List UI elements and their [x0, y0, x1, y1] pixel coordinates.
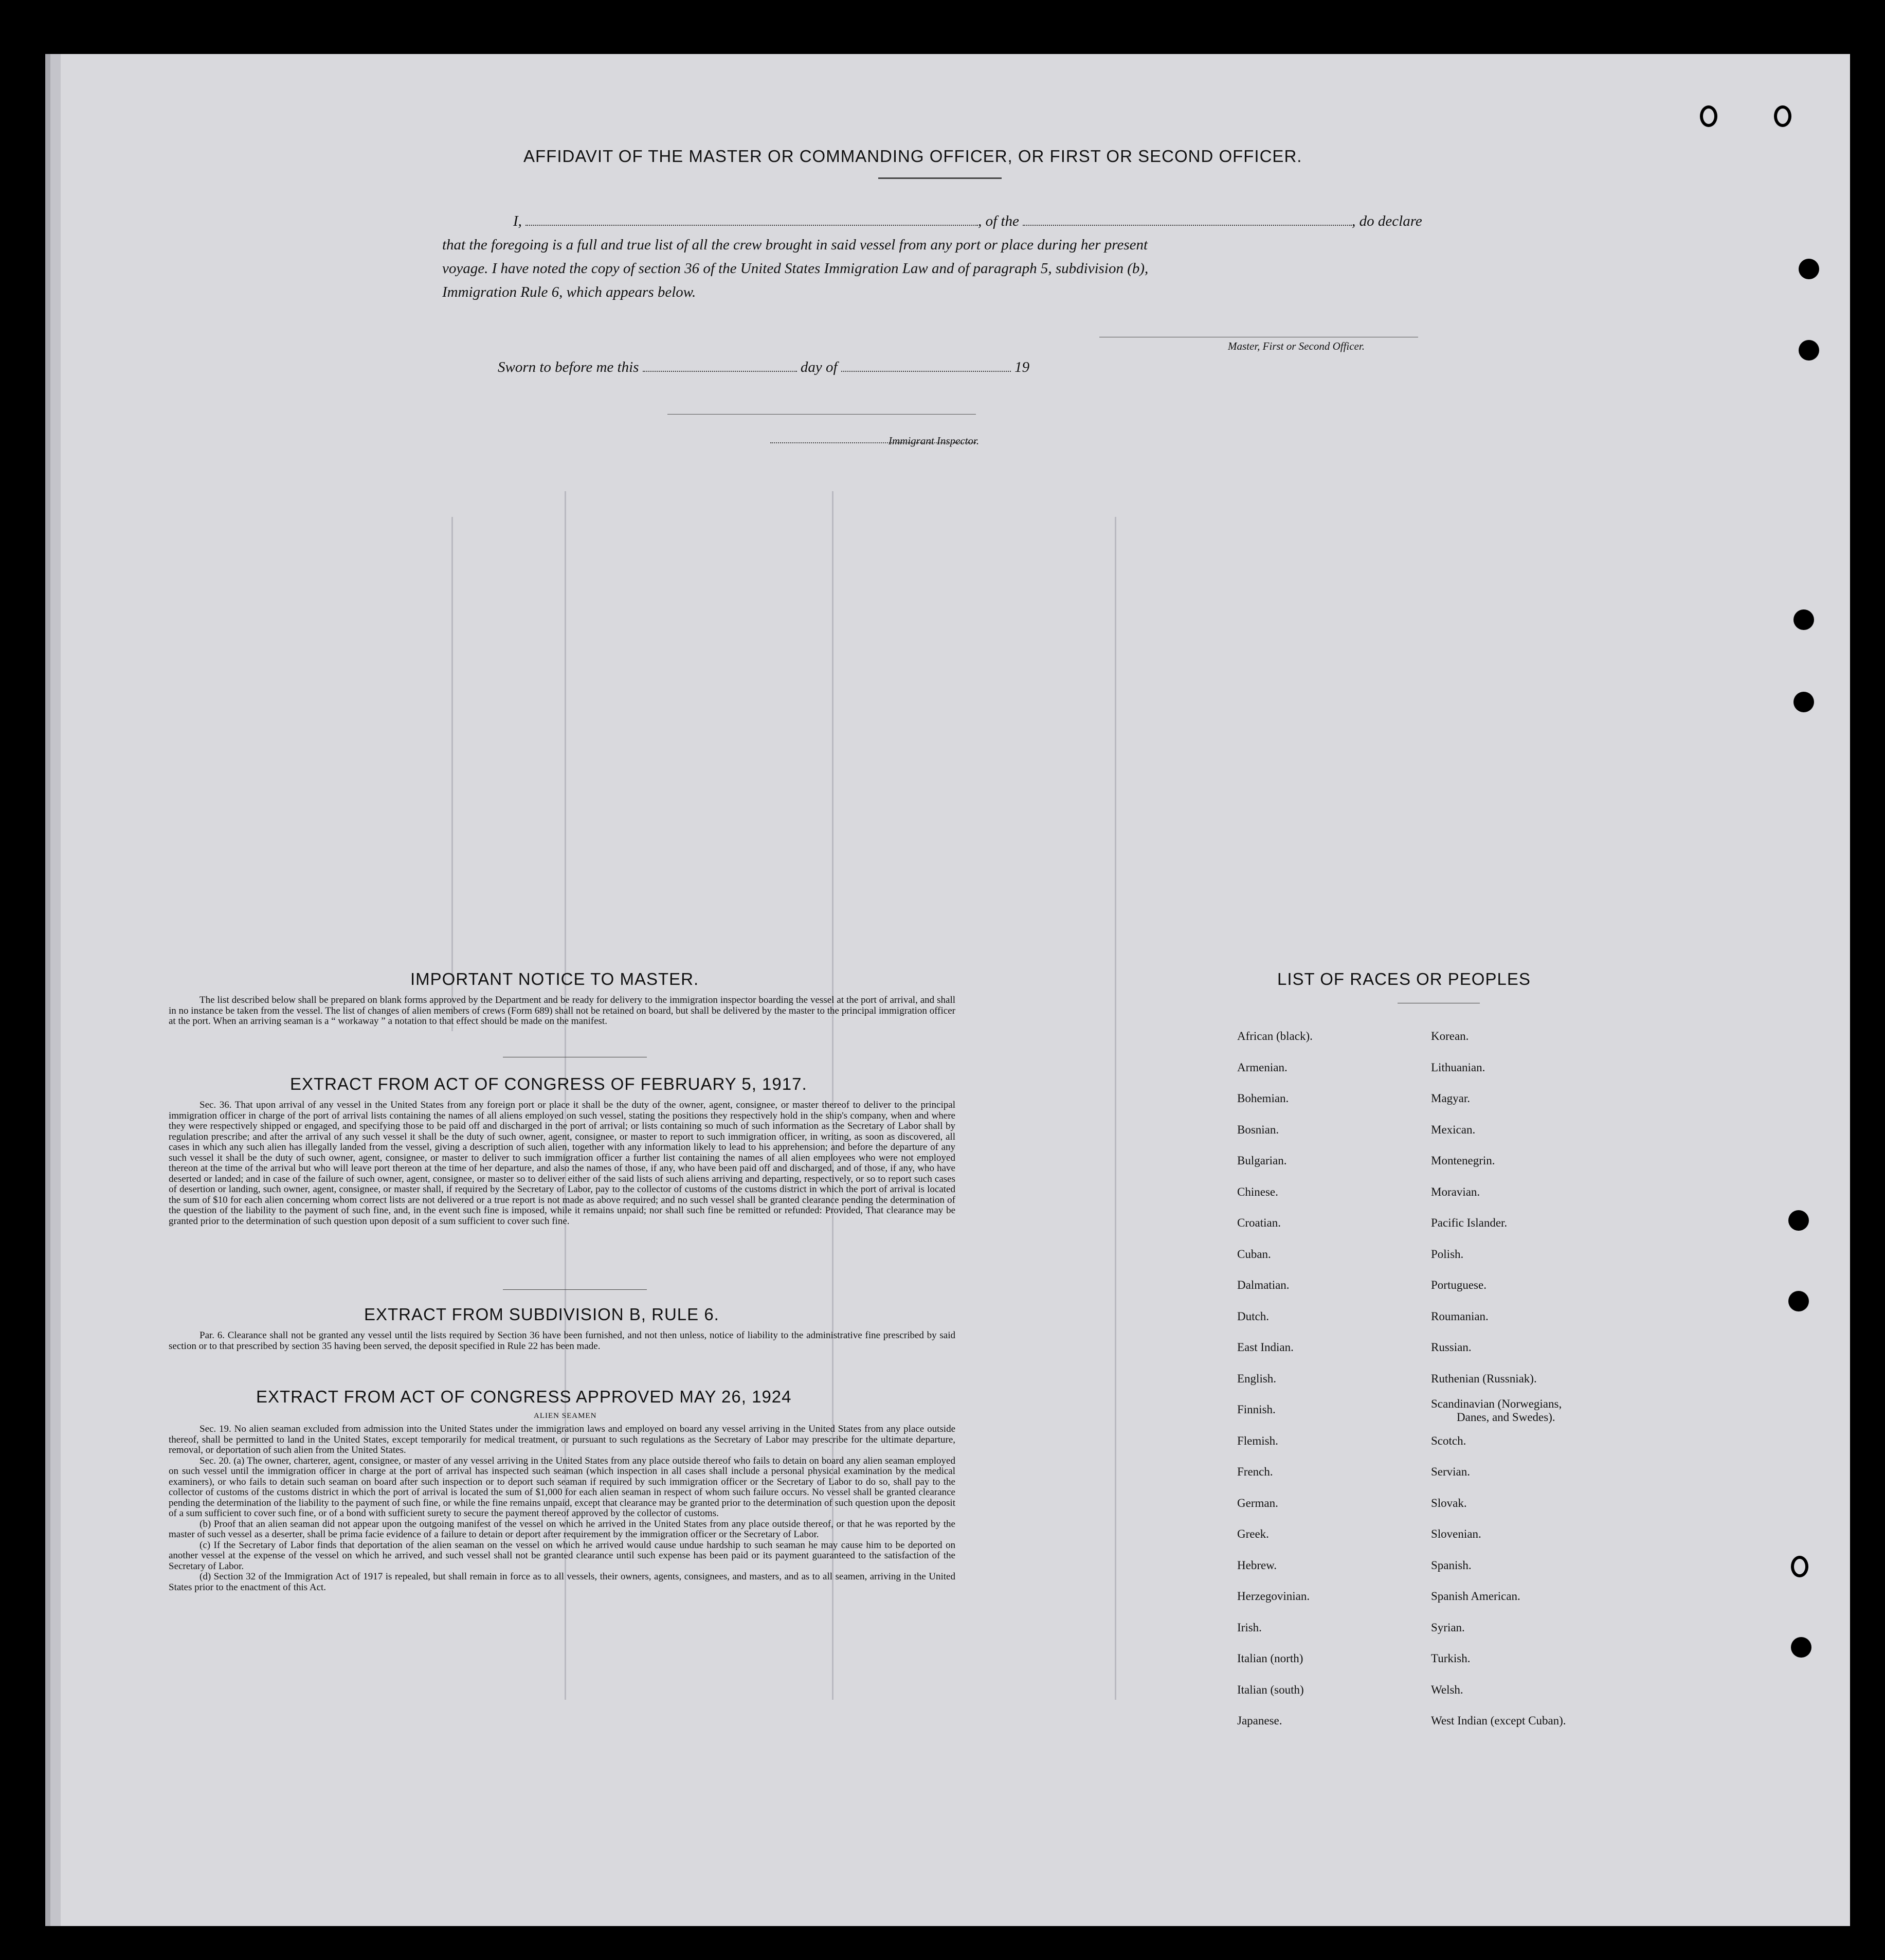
race-item: Herzegovinian. [1237, 1590, 1310, 1603]
declare-text: , do declare [1352, 213, 1422, 229]
section-20c-paragraph: (c) If the Secretary of Labor finds that deportation of the alien seaman on the vessel on which he arrived would cause undue hardship to such seaman he may cause him to be deported on another vessel at the expense of the vessel on which he arrived, and such vessel shall not be granted clearance until such expense has been paid or its payment guaranteed to the satisfaction of the Secretary of Labor. [169, 1539, 955, 1572]
race-item: Irish. [1237, 1621, 1262, 1634]
title-rule [878, 177, 1002, 179]
race-item: Italian (south) [1237, 1683, 1304, 1696]
race-item-line: Scandinavian (Norwegians, [1431, 1397, 1562, 1410]
race-item: Montenegrin. [1431, 1154, 1495, 1167]
binder-hole-icon [1793, 609, 1814, 630]
binder-hole-icon [1788, 1210, 1809, 1231]
notice-title: IMPORTANT NOTICE TO MASTER. [410, 969, 699, 988]
of-the-text: , of the [978, 213, 1019, 229]
races-right-column [1431, 1021, 1566, 1737]
race-item: Japanese. [1237, 1714, 1282, 1727]
race-item: Croatian. [1237, 1216, 1281, 1229]
race-item-line: Danes, and Swedes). [1457, 1411, 1555, 1424]
day-of-text: day of [800, 359, 838, 375]
race-item: Syrian. [1431, 1621, 1465, 1634]
race-item: Magyar. [1431, 1092, 1471, 1105]
races-left-column [1237, 1021, 1313, 1737]
race-item: Cuban. [1237, 1247, 1271, 1261]
alien-seamen-subtitle: ALIEN SEAMEN [534, 1412, 597, 1420]
race-item: Bulgarian. [1237, 1154, 1287, 1167]
race-item: Armenian. [1237, 1060, 1288, 1074]
sworn-line [498, 355, 1029, 379]
race-item: Lithuanian. [1431, 1060, 1485, 1074]
section-36-paragraph: Sec. 36. That upon arrival of any vessel in the United States from any foreign port or place it shall be the duty of the owner, agent, consignee, or master thereof to deliver to the principal immigration officer in charge of the port of arrival lists containing the names of all aliens employed on such vessel, stating the positions they respectively hold in the ship's company, when and where they were respectively shipped or engaged, and specifying those to be paid off and discharged in the port of arrival; or lists containing so much of such information as the Secretary of Labor shall by regulation prescribe; and after the arrival of any such vessel it shall be the duty of such owner, agent, consignee, or master to report to such immigration officer, in writing, as soon as discovered, all cases in which any such alien has illegally landed from the vessel, giving a description of such alien, together with any information likely to lead to his apprehension; and before the departure of any such vessel it shall be the duty of such owner, agent, consignee, or master to deliver to such immigration officer a further list containing the names of all alien employees who were not employed thereon at the time of the arrival but who will leave port thereon at the time of her departure, and also the names of those, if any, who have been paid off and discharged, and of those, if any, who have deserted or landed; and in case of the failure of such owner, agent, consignee, or master so to deliver either of the said lists of such aliens arriving and departing, respectively, or so to report such cases of desertion or landing, such owner, agent, consignee, or master shall, if required by the Secretary of Labor, pay to the collector of customs of the customs district in which the port of arrival is located the sum of $10 for each alien concerning whom correct lists are not delivered or a true report is not made as above required; and no such vessel shall be granted clearance pending the determination of the question of the liability to the payment of such fine, and, in the event such fine is imposed, while it remains unpaid; nor shall such fine be remitted or refunded: Provided, That clearance may be granted prior to the determination of such question upon deposit of a sum sufficient to cover such fine. [169, 1100, 955, 1227]
race-item: Italian (north) [1237, 1652, 1303, 1665]
race-item: Moravian. [1431, 1185, 1480, 1198]
races-title: LIST OF RACES OR PEOPLES [1277, 969, 1531, 988]
signature-label: Master, First or Second Officer. [1228, 340, 1365, 352]
race-item: French. [1237, 1465, 1273, 1478]
section-20d-paragraph: (d) Section 32 of the Immigration Act of 1917 is repealed, but shall remain in force as to all vessels, their owners, agents, consignees, and masters, and as to all seamen, arriving in the United States prior to the enactment of this Act. [169, 1571, 955, 1593]
inspector-line [667, 414, 976, 415]
extract-1924-title: EXTRACT FROM ACT OF CONGRESS APPROVED MAY 26, 1924 [256, 1387, 792, 1406]
race-item: Hebrew. [1237, 1558, 1277, 1572]
notice-paragraph: The list described below shall be prepared on blank forms approved by the Department and be ready for delivery to the immigration inspector boarding the vessel at the port of arrival, and shall in no instance be taken from the vessel. The list of changes of alien members of crews (Form 689) shall not be retained on board, but shall be delivered by the master to the principal immigration officer at the port. When an arriving seaman is a “ workaway ” a notation to that effect should be made on the manifest. [169, 995, 955, 1027]
race-item: Spanish American. [1431, 1590, 1520, 1603]
year-prefix: 19 [1014, 359, 1030, 375]
binder-hole-icon [1793, 692, 1814, 712]
paragraph-6: Par. 6. Clearance shall not be granted any vessel until the lists required by Section 36 have been furnished, and not then unless, notice of liability to the administrative fine prescribed by said section or to that prescribed by section 35 having been served, the deposit specified in Rule 22 has been made. [169, 1330, 955, 1352]
divider-rule [503, 1289, 647, 1290]
section-20b-paragraph: (b) Proof that an alien seaman did not appear upon the outgoing manifest of the vessel on which he arrived in the United States from any place outside thereof, or that he was reported by the master of such vessel as a deserter, shall be prima facie evidence of a failure to detain or deport after requirement by the immigration officer or the Secretary of Labor. [169, 1518, 955, 1540]
binder-hole-icon [1791, 1556, 1808, 1577]
page-edge [50, 54, 61, 1926]
race-item: Flemish. [1237, 1434, 1278, 1447]
extract-1917-text [169, 1100, 955, 1227]
race-item: Slovenian. [1431, 1527, 1481, 1540]
declarant-name-blank[interactable] [525, 213, 978, 226]
race-item: Greek. [1237, 1527, 1269, 1540]
binder-hole-icon [1700, 105, 1717, 127]
race-item: Scotch. [1431, 1434, 1466, 1447]
binder-hole-icon [1774, 105, 1791, 127]
declaration-line-4: Immigration Rule 6, which appears below. [442, 284, 696, 300]
vessel-name-blank[interactable] [1023, 213, 1352, 226]
race-item: Slovak. [1431, 1496, 1467, 1509]
binder-hole-icon [1799, 259, 1819, 279]
binder-hole-icon [1788, 1291, 1809, 1311]
declaration-line-1 [513, 209, 1422, 233]
race-item: Spanish. [1431, 1558, 1472, 1572]
race-item: Ruthenian (Russniak). [1431, 1372, 1537, 1385]
race-item: Portuguese. [1431, 1279, 1487, 1291]
declaration-line-3: voyage. I have noted the copy of section 36 of the United States Immigration Law and of paragraph 5, subdivision (b), [442, 260, 1149, 277]
notice-text [169, 995, 955, 1027]
race-item: Welsh. [1431, 1683, 1463, 1696]
race-item: African (black). [1237, 1030, 1313, 1042]
month-blank[interactable] [841, 359, 1011, 372]
extract-1924-text [169, 1424, 955, 1593]
race-item: Turkish. [1431, 1652, 1471, 1665]
race-item: East Indian. [1237, 1341, 1294, 1354]
race-item: Bohemian. [1237, 1092, 1289, 1105]
affidavit-title: AFFIDAVIT OF THE MASTER OR COMMANDING OFFICER, OR FIRST OR SECOND OFFICER. [523, 147, 1302, 166]
ruled-line [451, 517, 453, 1031]
race-item: Dutch. [1237, 1309, 1269, 1323]
race-item: Roumanian. [1431, 1309, 1489, 1323]
day-blank[interactable] [643, 359, 797, 372]
binder-hole-icon [1791, 1637, 1811, 1658]
race-item: Chinese. [1237, 1185, 1278, 1198]
rule-6-title: EXTRACT FROM SUBDIVISION B, RULE 6. [364, 1305, 719, 1324]
race-item: Polish. [1431, 1247, 1464, 1261]
section-20a-paragraph: Sec. 20. (a) The owner, charterer, agent, consignee, or master of any vessel arriving in the United States from any place outside thereof who fails to detain on board any alien seaman employed on such vessel until the immigration officer in charge at the port of arrival has inspected such seaman (which inspection in all cases shall include a personal physical examination by the medical examiners), or who fails to detain such seaman on board after such inspection or to deport such seaman if required by such immigration officer or the Secretary of Labor to do so, shall pay to the collector of customs of the customs district in which the port of arrival is located the sum of $1,000 for each alien seaman in respect of whom such failure occurs. No vessel shall be granted clearance pending the determination of the liability to the payment of such fine, or while the fine remains unpaid, except that clearance may be granted prior to the determination of such question upon the deposit of a sum sufficient to cover such fine, or of a bond with sufficient surety to secure the payment thereof approved by the collector of customs. [169, 1455, 955, 1519]
race-item: Pacific Islander. [1431, 1216, 1508, 1229]
race-item: Mexican. [1431, 1123, 1476, 1136]
race-item: Korean. [1431, 1030, 1469, 1042]
race-item: West Indian (except Cuban). [1431, 1714, 1566, 1727]
declarant-prefix: I, [513, 213, 522, 229]
race-item: Servian. [1431, 1465, 1471, 1478]
race-item: German. [1237, 1496, 1278, 1509]
rule-6-text [169, 1330, 955, 1352]
ruled-line [1115, 517, 1116, 1700]
sworn-text: Sworn to before me this [498, 359, 639, 375]
binder-hole-icon [1799, 340, 1819, 361]
race-item: English. [1237, 1372, 1277, 1385]
race-item: Russian. [1431, 1341, 1472, 1354]
manifest-page [45, 54, 1850, 1926]
race-item: Bosnian. [1237, 1123, 1279, 1136]
section-19-paragraph: Sec. 19. No alien seaman excluded from admission into the United States under the immigration laws and employed on board any vessel arriving in the United States from any place outside thereof, shall be permitted to land in the United States, except temporarily for medical treatment, or pursuant to such regulations as the Secretary of Labor may prescribe for the ultimate departure, removal, or deportation of such alien from the United States. [169, 1424, 955, 1455]
declaration-line-2: that the foregoing is a full and true list of all the crew brought in said vessel from any port or place during her present [442, 237, 1148, 253]
race-item-scandinavian [1431, 1394, 1566, 1426]
race-item: Finnish. [1237, 1403, 1276, 1416]
extract-1917-title: EXTRACT FROM ACT OF CONGRESS OF FEBRUARY 5, 1917. [290, 1074, 807, 1093]
inspector-label: Immigrant Inspector. [889, 435, 980, 447]
race-item: Dalmatian. [1237, 1279, 1290, 1291]
